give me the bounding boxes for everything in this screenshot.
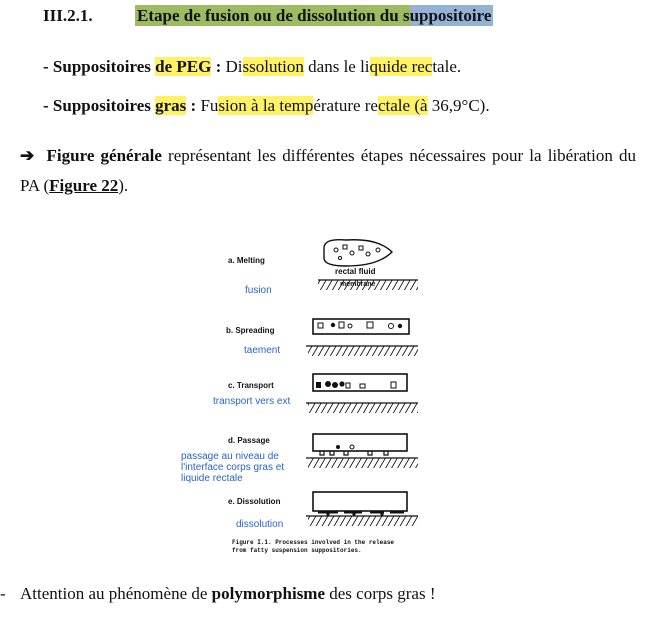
bullet-peg [43, 57, 461, 77]
bullet-highlight: ctale (à [377, 96, 428, 115]
paragraph-end: ). [118, 176, 129, 195]
polymorphism-note [20, 584, 435, 604]
paragraph-text: représentant les différentes étapes nécessaires pour la libération du PA ( [20, 146, 636, 195]
bullet-text: Di [225, 57, 243, 76]
note-end: des corps gras ! [325, 584, 436, 603]
paragraph-lead: Figure générale [46, 146, 162, 165]
melting-drawing [318, 240, 418, 290]
arrow-icon: ➔ [20, 146, 35, 165]
step-label-passage: d. Passage [228, 436, 270, 445]
step-label-transport: c. Transport [228, 381, 274, 390]
section-title: Etape de fusion ou de dissolution du suppositoire [137, 6, 492, 25]
bullet-highlight: quide rec [369, 57, 433, 76]
bullet-highlight: sion à la temp [218, 96, 314, 115]
bullet-text: dans le li [303, 57, 370, 76]
step-label-dissolution: e. Dissolution [228, 497, 281, 506]
rectal-fluid-label: rectal fluid [335, 267, 376, 276]
annotation-passage-3: liquide rectale [181, 473, 243, 484]
process-drawings [178, 224, 420, 560]
membrane-label: membrane [340, 281, 376, 288]
step-label-melting: a. Melting [228, 256, 265, 265]
step-label-spreading: b. Spreading [226, 326, 275, 335]
transport-drawing [306, 374, 418, 413]
figure-intro-paragraph [20, 141, 636, 201]
bullet-highlight: ssolution [242, 57, 304, 76]
bullet-gras [43, 96, 490, 116]
bullet-dash: - [43, 57, 53, 76]
bullet-text: érature re [313, 96, 378, 115]
note-text: Attention au phénomène de [20, 584, 212, 603]
section-heading [43, 6, 493, 26]
dissolution-drawing [306, 492, 418, 526]
figure-reference-link[interactable]: Figure 22 [49, 176, 119, 195]
bullet-term: Suppositoires [52, 57, 156, 76]
annotation-dissolution: dissolution [236, 519, 284, 530]
bullet-term-highlight: de PEG [155, 57, 212, 76]
annotation-transport: transport vers ext [213, 396, 291, 407]
note-keyword: polymorphisme [211, 584, 326, 603]
bullet-text: tale. [432, 57, 462, 76]
section-number: III.2.1. [43, 6, 93, 25]
annotation-passage-2: l'interface corps gras et [181, 462, 285, 473]
bullet-text: Fu [200, 96, 219, 115]
figure-caption-line1: Figure I.1. Processes involved in the release [232, 539, 395, 546]
bullet-term: Suppositoires [52, 96, 156, 115]
annotation-passage-1: passage au niveau de [181, 451, 279, 462]
release-process-figure [178, 224, 420, 560]
figure-caption-line2: from fatty suspension suppositories. [232, 547, 362, 554]
bullet-text: 36,9°C). [427, 96, 490, 115]
bullet-colon: : [186, 96, 201, 115]
bullet-dash: - [43, 96, 53, 115]
passage-drawing [306, 434, 418, 468]
annotation-fusion: fusion [245, 285, 272, 296]
bullet-colon: : [211, 57, 226, 76]
bullet-term-highlight: gras [155, 96, 187, 115]
annotation-etalement: taement [244, 345, 281, 356]
footer-dash: - [0, 584, 6, 603]
spreading-drawing [306, 319, 418, 356]
